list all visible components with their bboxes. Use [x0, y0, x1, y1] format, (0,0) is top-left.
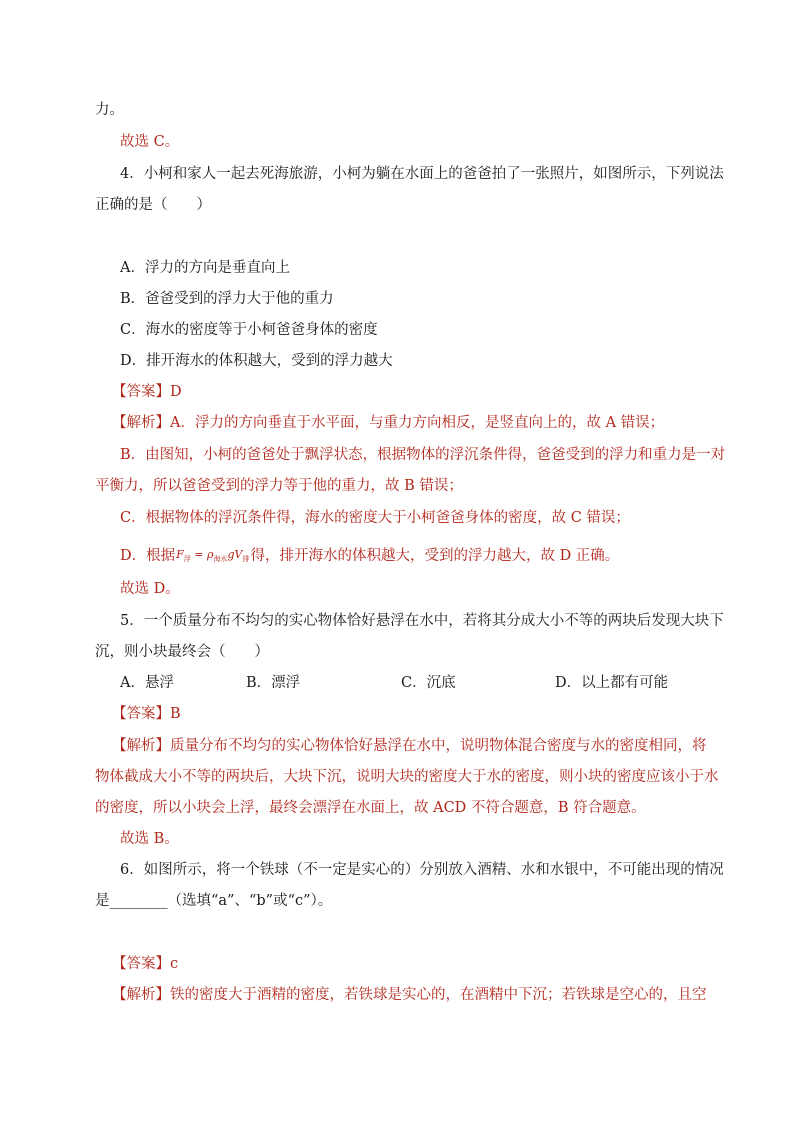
explanation-text: A．浮力的方向垂直于水平面，与重力方向相反，是竖直向上的，故 A 错误； — [170, 415, 665, 431]
question-5-text: 沉，则小块最终会（ ） — [95, 644, 269, 660]
answer-tag: 【答案】 — [112, 706, 170, 722]
option-d: D．以上都有可能 — [555, 675, 669, 691]
answer-value: B — [170, 706, 181, 722]
question-4-text: 4．小柯和家人一起去死海旅游，小柯为躺在水面上的爸爸拍了一张照片，如图所示，下列说法 — [120, 166, 724, 182]
option-b: B．漂浮 — [246, 675, 301, 691]
formula-symbol: F — [176, 548, 184, 561]
answer-tag: 【答案】 — [112, 384, 170, 400]
formula-equals: = — [190, 548, 207, 561]
answer-select: 故选 D。 — [120, 581, 180, 597]
option-a: A．悬浮 — [120, 675, 174, 691]
answer-line — [112, 382, 722, 402]
answer-value: D — [170, 384, 182, 400]
buoyancy-formula — [176, 545, 249, 569]
explanation-line — [112, 413, 722, 433]
question-5-text: 5．一个质量分布不均匀的实心物体恰好悬浮在水中，若将其分成大小不等的两块后发现大块下 — [120, 613, 724, 629]
answer-select: 故选 C。 — [120, 134, 180, 150]
explanation-tag: 【解析】 — [112, 987, 170, 1003]
option-c: C．沉底 — [401, 675, 456, 691]
explanation-tag: 【解析】 — [112, 415, 170, 431]
explanation-text: D．根据 — [120, 548, 176, 564]
explanation-text: 铁的密度大于酒精的密度，若铁球是实心的，在酒精中下沉；若铁球是空心的，且空 — [170, 987, 707, 1003]
answer-line — [112, 954, 722, 974]
explanation-line — [112, 985, 722, 1005]
formula-symbol: g — [227, 548, 235, 561]
explanation-text: 平衡力，所以爸爸受到的浮力等于他的重力，故 B 错误； — [95, 478, 463, 494]
answer-value: c — [170, 956, 179, 972]
option-a: A．浮力的方向是垂直向上 — [120, 260, 290, 276]
question-4-text: 正确的是（ ） — [95, 197, 211, 213]
explanation-tag: 【解析】 — [112, 738, 170, 754]
explanation-text: 得，排开海水的体积越大，受到的浮力越大，故 D 正确。 — [250, 548, 620, 564]
formula-subscript: 浮 — [183, 555, 191, 564]
text-line: 力。 — [95, 102, 124, 118]
formula-symbol: ρ — [207, 548, 214, 561]
formula-subscript: 海水 — [213, 555, 228, 564]
option-d: D．排开海水的体积越大，受到的浮力越大 — [120, 353, 393, 369]
question-6-text: 是________（选填“a”、“b”或“c”）。 — [95, 893, 333, 909]
answer-select: 故选 B。 — [120, 831, 179, 847]
option-c: C．海水的密度等于小柯爸爸身体的密度 — [120, 322, 378, 338]
formula-symbol: V — [234, 548, 243, 561]
explanation-text: 物体截成大小不等的两块后，大块下沉，说明大块的密度大于水的密度，则小块的密度应该小于水 — [95, 769, 719, 785]
explanation-text: 质量分布不均匀的实心物体恰好悬浮在水中，说明物体混合密度与水的密度相同，将 — [170, 738, 707, 754]
explanation-text: 的密度，所以小块会上浮，最终会漂浮在水面上，故 ACD 不符合题意，B 符合题意。 — [95, 800, 646, 816]
formula-subscript: 排 — [242, 555, 250, 564]
answer-tag: 【答案】 — [112, 956, 170, 972]
option-b: B．爸爸受到的浮力大于他的重力 — [120, 291, 334, 307]
explanation-line — [112, 736, 722, 756]
explanation-text: C．根据物体的浮沉条件得，海水的密度大于小柯爸爸身体的密度，故 C 错误； — [120, 510, 630, 526]
answer-line — [112, 704, 722, 724]
question-6-text: 6．如图所示，将一个铁球（不一定是实心的）分别放入酒精、水和水银中，不可能出现的情况 — [120, 862, 724, 878]
explanation-line — [120, 545, 730, 569]
explanation-text: B．由图知，小柯的爸爸处于飘浮状态，根据物体的浮沉条件得，爸爸受到的浮力和重力是一对 — [120, 447, 726, 463]
